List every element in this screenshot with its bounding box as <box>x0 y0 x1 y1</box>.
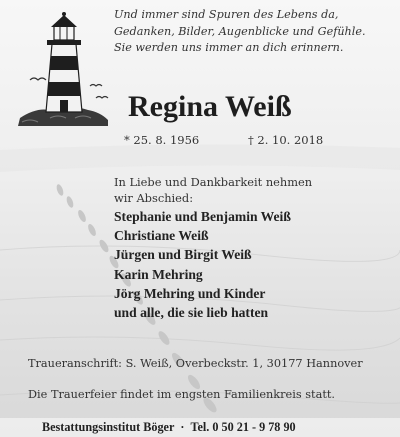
farewell-intro <box>114 174 312 206</box>
funeral-home-phone: Tel. 0 50 21 - 9 78 90 <box>190 420 296 434</box>
footer-separator: · <box>180 420 185 434</box>
mourner-entry: Stephanie und Benjamin Weiß <box>114 209 291 224</box>
quote-line: Gedanken, Bilder, Augenblicke und Gefühle. <box>114 24 366 38</box>
ceremony-note: Die Trauerfeier findet im engsten Familienkreis statt. <box>28 388 335 401</box>
mourner-entry: Jörg Mehring und Kinder <box>114 285 266 301</box>
intro-line: In Liebe und Dankbarkeit nehmen <box>114 175 313 189</box>
mourner-entry: Karin Mehring <box>114 266 203 282</box>
funeral-home-footer <box>0 418 400 437</box>
birth-date: * 25. 8. 1956 <box>124 133 200 147</box>
footer-text <box>42 420 296 435</box>
quote-line: Und immer sind Spuren des Lebens da, <box>114 8 339 21</box>
memorial-quote <box>114 7 394 57</box>
quote-line: Sie werden uns immer an dich erinnern. <box>114 41 344 54</box>
death-date: † 2. 10. 2018 <box>248 133 324 147</box>
funeral-home-name: Bestattungsinstitut Böger <box>42 420 175 434</box>
mourning-address: Traueranschrift: S. Weiß, Overbeckstr. 1, 30177 Hannover <box>28 357 363 370</box>
intro-line: wir Abschied: <box>114 191 194 205</box>
lighthouse-icon <box>18 12 108 126</box>
mourner-entry: Christiane Weiß <box>114 228 209 244</box>
deceased-name: Regina Weiß <box>128 90 292 123</box>
mourner-entry: Jürgen und Birgit Weiß <box>114 247 252 263</box>
mourners-list <box>114 207 291 322</box>
mourner-entry: und alle, die sie lieb hatten <box>114 305 269 321</box>
